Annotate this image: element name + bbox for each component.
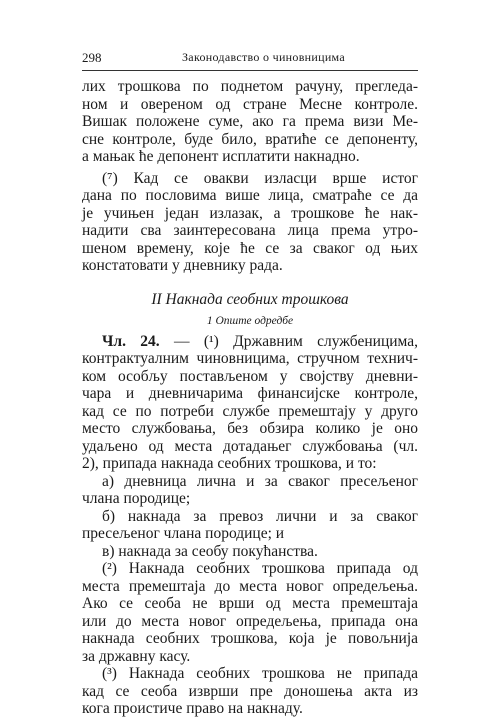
text-line: је учињен један излазак, а трошкове ће нак- xyxy=(82,204,418,222)
continuation-paragraph xyxy=(82,78,418,166)
page-body xyxy=(82,78,418,718)
running-head: Законодавство о чиновницима xyxy=(182,50,345,64)
text-line: или до места новог опредељења, припада она xyxy=(82,612,418,630)
text-line: ком особљу постављеном у својству дневни- xyxy=(82,367,418,385)
list-item-c: в) накнада за сеобу покућанства. xyxy=(102,542,318,560)
text-line: дана по пословима више лица, сматраће се да xyxy=(82,187,418,204)
list-item-a: а) дневница лична и за сваког пресељеног xyxy=(102,472,418,490)
text-line: места премештаја до места новог опредељења. xyxy=(82,577,418,595)
text-line: (²) Накнада сеобних трошкова припада од xyxy=(102,560,418,577)
text-line: Ако се сеоба не врши од места премештаја xyxy=(82,595,418,612)
article-first-line xyxy=(82,333,418,351)
text-line: ном и овереном од стране Месне контроле. xyxy=(82,95,418,113)
page-number: 298 xyxy=(82,50,102,65)
text-line: кад се сеоба изврши пре доношења акта из xyxy=(82,682,418,700)
text-line: (³) Накнада сеобних трошкова не припада xyxy=(102,665,418,682)
text-line: кад се по потреби службе премештају у друго xyxy=(82,402,418,420)
text-line: кога проистиче право на накнаду. xyxy=(82,700,303,717)
list-item-b-cont: пресељеног члана породице; и xyxy=(82,525,285,542)
list-item-b: б) накнада за превоз лични и за сваког xyxy=(102,507,418,525)
article-label: Чл. 24. xyxy=(102,332,160,350)
text-line: место службовања, без обзира колико је оно xyxy=(82,420,418,437)
text-line: лих трошкова по поднетом рачуну, прегледа- xyxy=(82,78,418,95)
subsection-title: 1 Опште одредбе xyxy=(206,314,294,327)
article-first-line-text: — (¹) Државним службеницима, xyxy=(159,332,418,350)
section-title: II Накнада сеобних трошкова xyxy=(151,290,349,308)
text-line: удаљено од места дотадањег службовања (чл. xyxy=(82,437,418,455)
text-line: Вишак положене суме, ако га према визи Ме- xyxy=(82,113,418,130)
paragraph-7 xyxy=(82,170,418,275)
text-line: контрактуалним чиновницима, стручном технич- xyxy=(82,350,418,367)
page-header xyxy=(82,50,418,71)
text-line: шеном времену, које ће се за сваког од њих xyxy=(82,239,418,257)
article-24 xyxy=(82,333,418,718)
text-line: (⁷) Кад се овакви изласци врше истог xyxy=(102,169,418,187)
text-line: за државну касу. xyxy=(82,647,191,665)
text-line: 2), припада накнада сеобних трошкова, и то: xyxy=(82,455,377,472)
text-line: чара и дневничарима финансијске контроле, xyxy=(82,385,418,402)
text-line: накнада сеобних трошкова, која је повољнија xyxy=(82,630,418,647)
list-item-a-cont: члана породице; xyxy=(82,490,191,507)
text-line: констатовати у дневнику рада. xyxy=(82,257,283,274)
text-line: надити сва заинтересована лица према утро- xyxy=(82,222,418,239)
text-line: а мањак ће депонент исплатити накнадно. xyxy=(82,148,360,165)
text-line: сне контроле, буде било, вратиће се депоненту, xyxy=(82,130,418,148)
